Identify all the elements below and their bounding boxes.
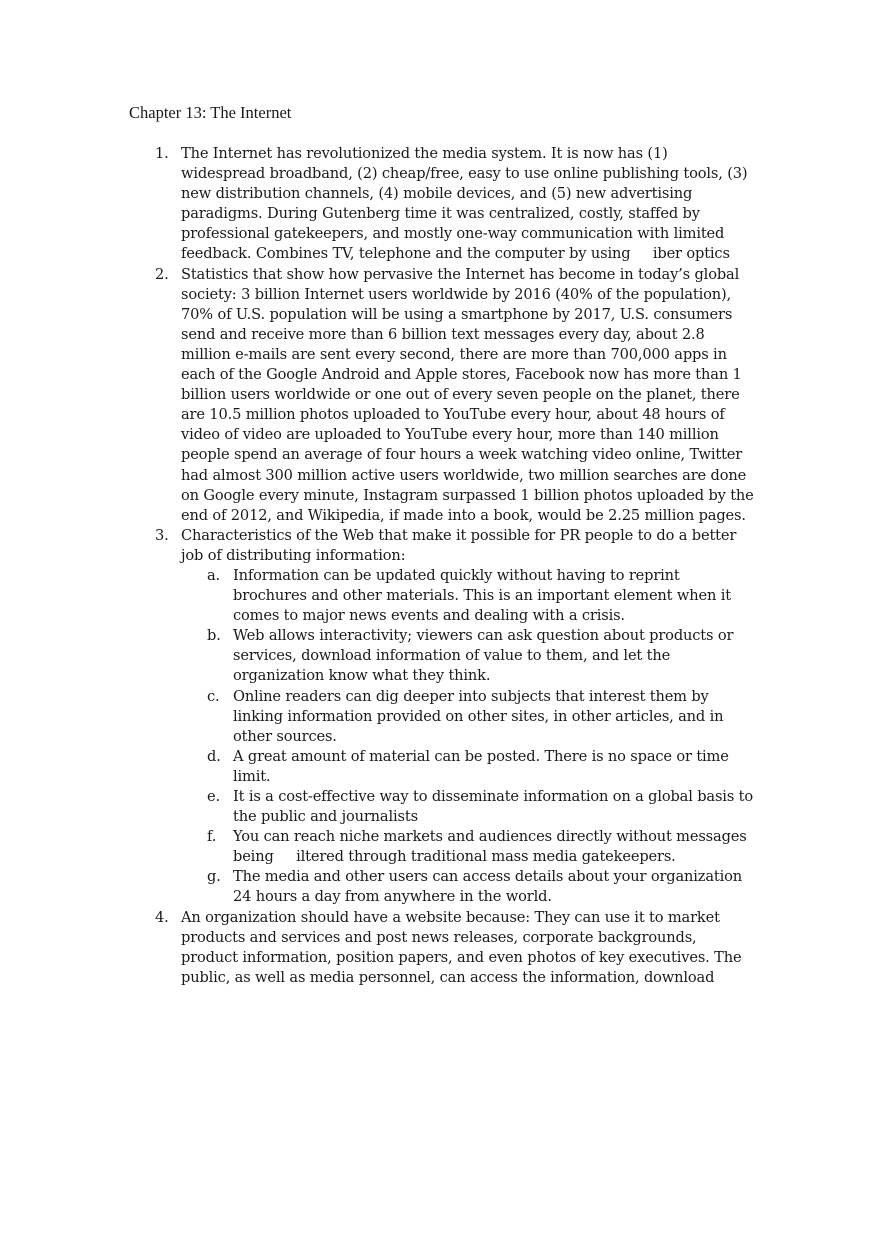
sub-item-text: It is a cost-effective way to disseminate information on a global basis to the public and journalists (233, 788, 753, 826)
sub-list-item (207, 827, 756, 867)
sub-item-text: A great amount of material can be posted. There is no space or time limit. (233, 747, 729, 785)
item-number: 4. (155, 908, 169, 926)
sub-item-letter: b. (207, 627, 221, 645)
sub-list-item (207, 626, 756, 686)
item-text: Statistics that show how pervasive the Internet has become in today’s global society: 3 billion Internet users worldwide by 2016 (40% of the population), 70% of U.S. population will be using a smartphone by 2017, U.S. consumers send and receive more than 6 billion text messages every day, about 2.8 million e-mails are sent every second, there are more than 700,000 apps in each of the Google Android and Apple stores, Facebook now has more than 1 billion users worldwide or one out of every seven people on the planet, there are 10.5 million photos uploaded to YouTube every hour, about 48 hours of video of video are uploaded to YouTube every hour, more than 140 million people spend an average of four hours a week watching video online, Twitter had almost 300 million active users worldwide, two million searches are done on Google every minute, Instagram surpassed 1 billion photos uploaded by the end of 2012, and Wikipedia, if made into a book, would be 2.25 million pages. (181, 265, 754, 524)
sub-list-item (207, 687, 756, 747)
sub-item-letter: c. (207, 687, 220, 705)
sub-item-letter: a. (207, 566, 221, 584)
sub-item-text: Online readers can dig deeper into subjects that interest them by linking information provided on other sites, in other articles, and in other sources. (233, 687, 724, 745)
sub-item-text: The media and other users can access details about your organization 24 hours a day from anywhere in the world. (233, 868, 743, 906)
sub-list-item (207, 747, 756, 787)
sub-list-item (207, 566, 756, 626)
list-item (155, 265, 756, 526)
list-item (155, 144, 756, 265)
list-item (155, 908, 756, 988)
item-number: 2. (155, 265, 169, 283)
item-text: An organization should have a website because: They can use it to market products and services and post news releases, corporate backgrounds, product information, position papers, and even photos of key executives. The public, as well as media personnel, can access the information, download (181, 908, 742, 986)
item-text: The Internet has revolutionized the media system. It is now has (1) widespread broadband, (2) cheap/free, easy to use online publishing tools, (3) new distribution channels, (4) mobile devices, and (5) new advertising paradigms. During Gutenberg time it was centralized, costly, staffed by professional gatekeepers, and mostly one-way communication with limited feedback. Combines TV, telephone and the computer by using iber optics (181, 145, 748, 263)
sub-item-letter: g. (207, 868, 221, 886)
sub-item-letter: e. (207, 788, 220, 805)
sub-list-item (207, 867, 756, 907)
main-list (155, 144, 756, 988)
item-number: 3. (155, 526, 169, 544)
item-text: Characteristics of the Web that make it possible for PR people to do a better job of distributing information: (181, 526, 737, 564)
sub-item-letter: f. (207, 828, 217, 846)
sub-list (207, 566, 756, 908)
sub-item-letter: d. (207, 747, 221, 765)
sub-list-item (207, 787, 756, 827)
chapter-title: Chapter 13: The Internet (129, 103, 292, 122)
item-number: 1. (155, 145, 169, 162)
sub-item-text: You can reach niche markets and audiences directly without messages being iltered through traditional mass media gatekeepers. (233, 828, 747, 866)
sub-item-text: Web allows interactivity; viewers can ask question about products or services, download information of value to them, and let the organization know what they think. (233, 627, 734, 685)
list-item (155, 526, 756, 908)
sub-item-text: Information can be updated quickly without having to reprint brochures and other materials. This is an important element when it comes to major news events and dealing with a crisis. (233, 566, 731, 625)
